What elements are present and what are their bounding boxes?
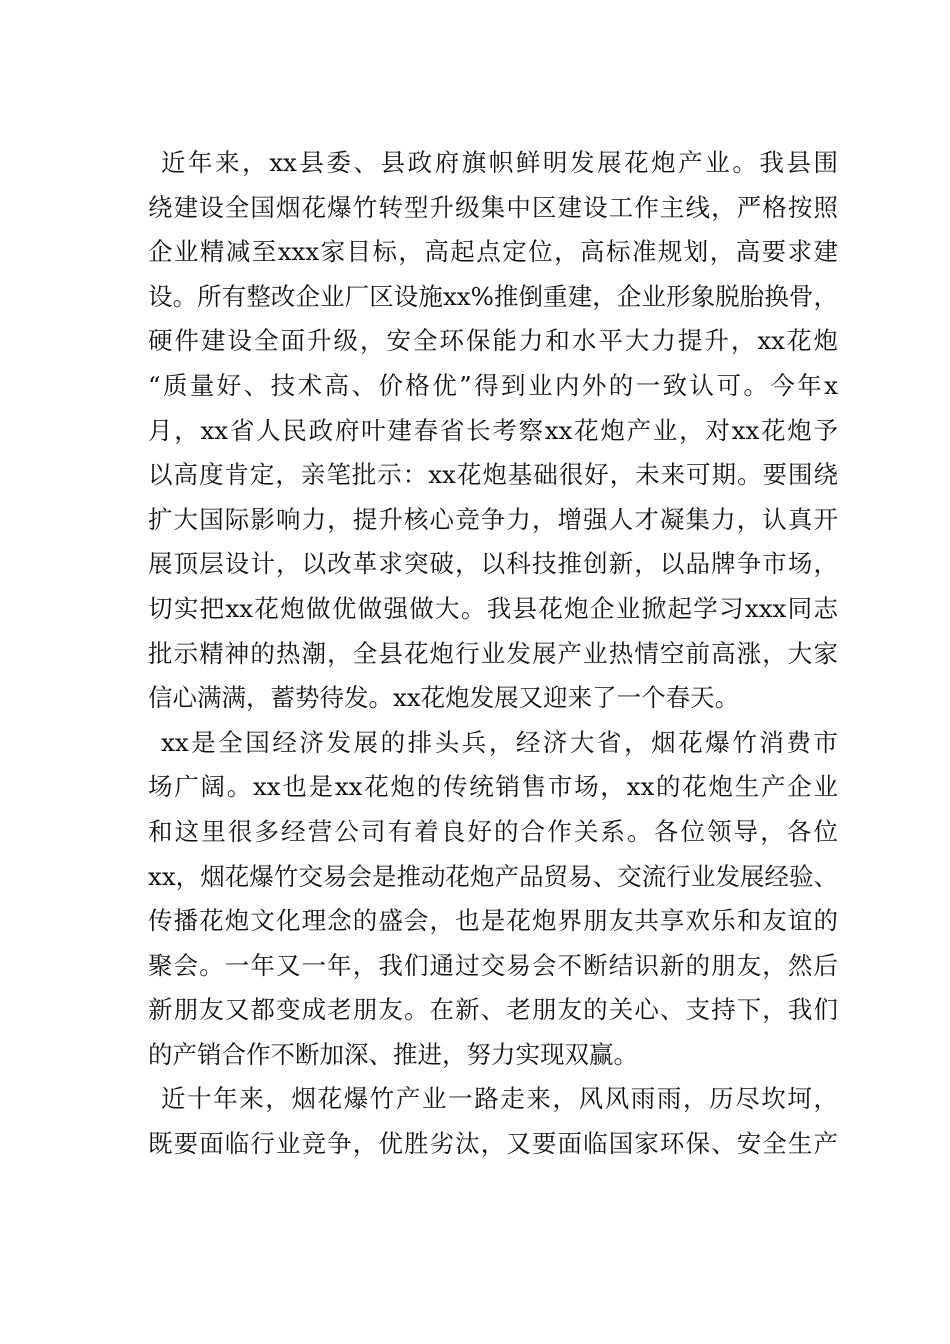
paragraph-1-line-5: 硬件建设全面升级，安全环保能力和水平大力提升，xx花炮	[148, 326, 838, 356]
paragraph-2-line-6: 聚会。一年又一年，我们通过交易会不断结识新的朋友，然后	[148, 950, 838, 980]
paragraph-3-line-2: 既要面临行业竞争，优胜劣汰，又要面临国家环保、安全生产	[148, 1129, 838, 1159]
paragraph-1-line-1: 近年来，xx县委、县政府旗帜鲜明发展花炮产业。我县围	[161, 148, 838, 177]
paragraph-2-line-3: 和这里很多经营公司有着良好的合作关系。各位领导，各位	[148, 816, 838, 846]
paragraph-2-line-5: 传播花炮文化理念的盛会，也是花炮界朋友共享欢乐和友谊的	[148, 906, 838, 936]
paragraph-1-line-11: 切实把xx花炮做优做强做大。我县花炮企业掀起学习xxx同志	[148, 593, 838, 623]
paragraph-3-line-1: 近十年来，烟花爆竹产业一路走来，风风雨雨，历尽坎坷，	[161, 1084, 838, 1114]
paragraph-2-line-4: xx，烟花爆竹交易会是推动花炮产品贸易、交流行业发展经验、	[148, 861, 838, 891]
paragraph-1-line-4: 设。所有整改企业厂区设施xx%推倒重建，企业形象脱胎换骨，	[148, 281, 838, 311]
paragraph-2-line-1: xx是全国经济发展的排头兵，经济大省，烟花爆竹消费市	[161, 727, 838, 757]
paragraph-1-line-6: “质量好、技术高、价格优”得到业内外的一致认可。今年x	[148, 370, 838, 400]
paragraph-1-line-3: 企业精减至xxx家目标，高起点定位，高标准规划，高要求建	[148, 237, 838, 267]
document-body	[148, 141, 838, 1167]
paragraph-1-line-9: 扩大国际影响力，提升核心竞争力，增强人才凝集力，认真开	[148, 504, 838, 534]
paragraph-1-line-8: 以高度肯定，亲笔批示：xx花炮基础很好，未来可期。要围绕	[148, 460, 838, 490]
paragraph-2-line-8: 的产销合作不断加深、推进，努力实现双赢。	[148, 1039, 638, 1069]
paragraph-1-line-2: 绕建设全国烟花爆竹转型升级集中区建设工作主线，严格按照	[148, 192, 838, 222]
paragraph-2-line-7: 新朋友又都变成老朋友。在新、老朋友的关心、支持下，我们	[148, 995, 838, 1025]
paragraph-1-line-13: 信心满满，蓄势待发。xx花炮发展又迎来了一个春天。	[148, 683, 740, 713]
paragraph-1-line-12: 批示精神的热潮，全县花炮行业发展产业热情空前高涨，大家	[148, 638, 838, 668]
paragraph-1-line-7: 月，xx省人民政府叶建春省长考察xx花炮产业，对xx花炮予	[148, 415, 838, 445]
paragraph-2-line-2: 场广阔。xx也是xx花炮的传统销售市场，xx的花炮生产企业	[148, 772, 838, 802]
paragraph-1-line-10: 展顶层设计，以改革求突破，以科技推创新，以品牌争市场，	[148, 549, 838, 579]
